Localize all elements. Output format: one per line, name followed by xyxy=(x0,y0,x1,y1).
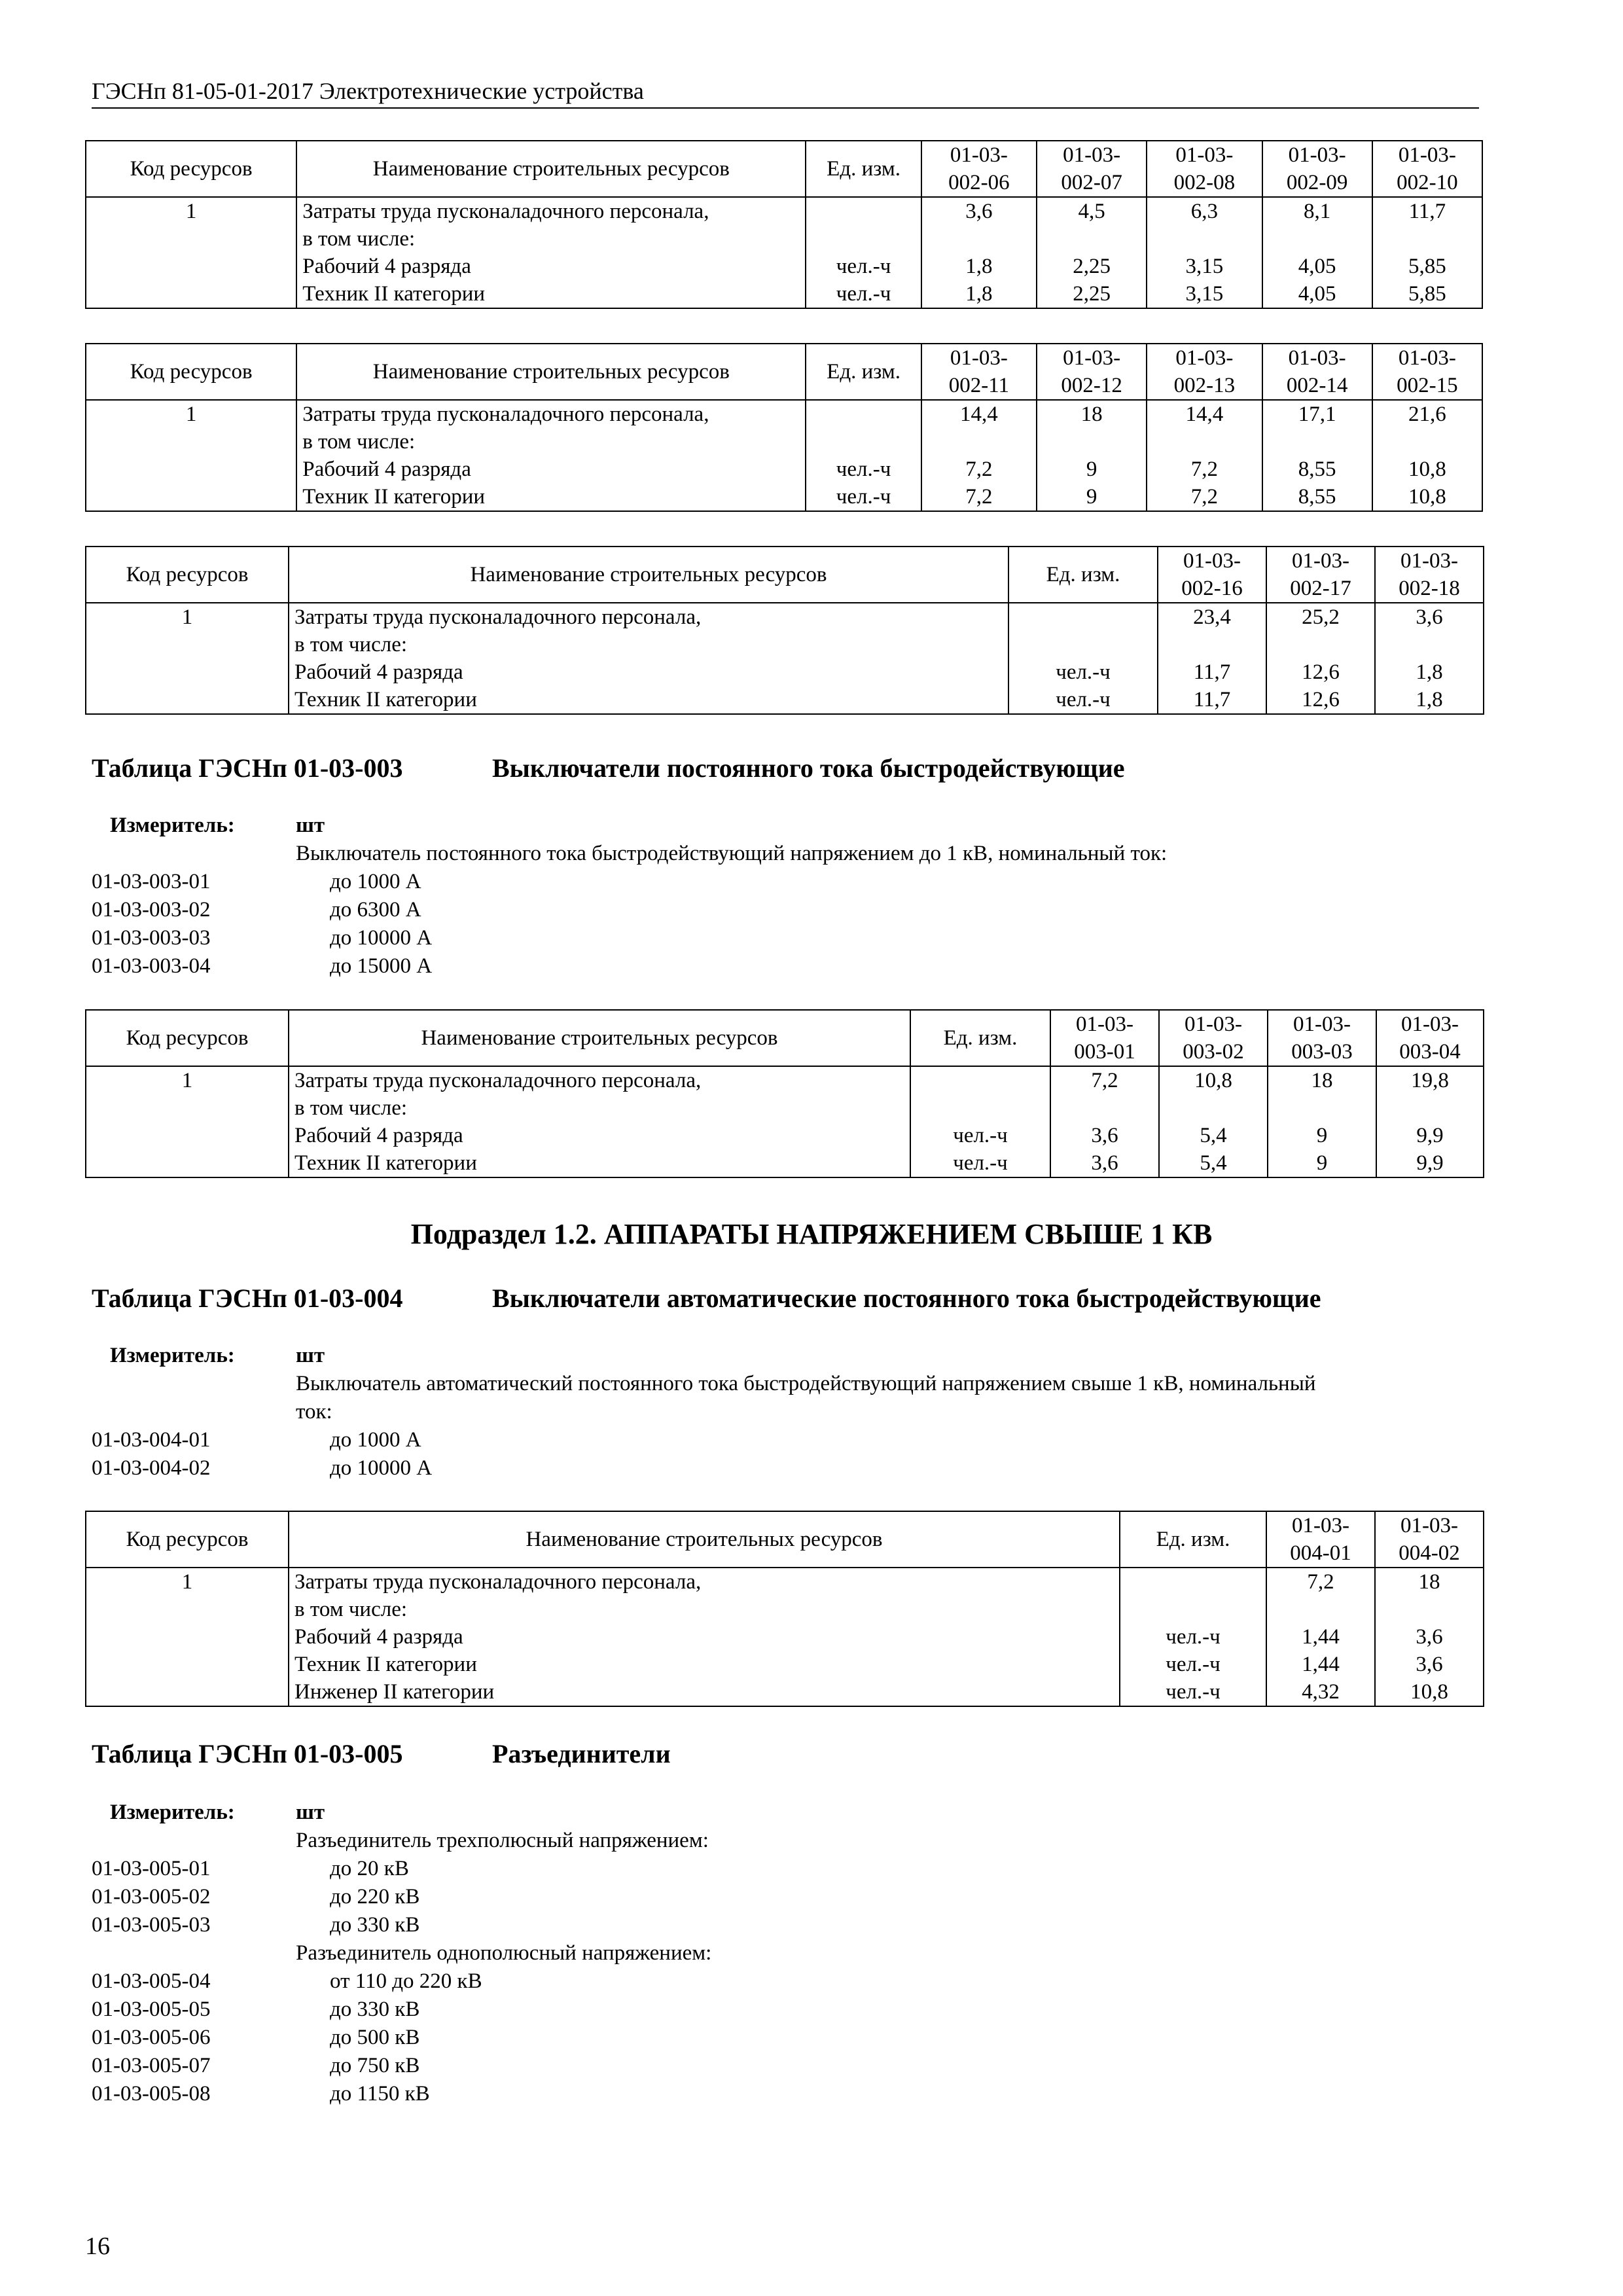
value-column: 7,2 3,6 3,6 xyxy=(1050,1066,1159,1177)
list-item: 01-03-005-05 до 330 кВ xyxy=(92,1998,420,2021)
meter-block-005 xyxy=(92,1799,1486,2108)
resource-code: 1 xyxy=(86,197,296,308)
value-column: 7,2 1,44 1,44 4,32 xyxy=(1266,1568,1375,1706)
resource-names: Затраты труда пусконаладочного персонала, в том числе: Рабочий 4 разряда Техник II категории Инженер II категории xyxy=(289,1568,1120,1706)
table-name: Выключатели автоматические постоянного тока быстродействующие xyxy=(492,1283,1321,1313)
col-header-item: 01-03- 002-12 xyxy=(1037,344,1147,400)
resource-table-002-06-10 xyxy=(85,140,1483,309)
table-title-004 xyxy=(92,1283,1321,1314)
col-header-unit: Ед. изм. xyxy=(1008,547,1158,603)
table-row xyxy=(86,400,1482,511)
col-header-item: 01-03- 002-09 xyxy=(1262,141,1372,197)
value-column: 21,6 10,8 10,8 xyxy=(1372,400,1482,511)
table-number: Таблица ГЭСНп 01-03-004 xyxy=(92,1283,403,1313)
col-header-item: 01-03- 002-15 xyxy=(1372,344,1482,400)
table-header-row xyxy=(86,1010,1484,1066)
running-header: ГЭСНп 81-05-01-2017 Электротехнические устройства xyxy=(92,77,1479,109)
meter-block-003 xyxy=(92,812,1486,980)
list-item: 01-03-005-01 до 20 кВ xyxy=(92,1857,409,1880)
page-number: 16 xyxy=(85,2233,110,2260)
list-item: 01-03-005-06 до 500 кВ xyxy=(92,2026,420,2049)
list-item: 01-03-005-02 до 220 кВ xyxy=(92,1885,420,1909)
col-header-item: 01-03- 002-18 xyxy=(1375,547,1484,603)
resource-table-003 xyxy=(85,1009,1484,1178)
value-column: 14,4 7,2 7,2 xyxy=(921,400,1037,511)
table-name: Разъединители xyxy=(492,1739,671,1768)
col-header-name: Наименование строительных ресурсов xyxy=(296,141,806,197)
list-item: 01-03-005-04 от 110 до 220 кВ xyxy=(92,1969,482,1993)
list-item: 01-03-003-02 до 6300 А xyxy=(92,898,421,922)
value-column: 18 3,6 3,6 10,8 xyxy=(1375,1568,1484,1706)
subsection-heading: Подраздел 1.2. АППАРАТЫ НАПРЯЖЕНИЕМ СВЫШЕ 1 КВ xyxy=(410,1218,1213,1250)
resource-names: Затраты труда пусконаладочного персонала, в том числе: Рабочий 4 разряда Техник II категории xyxy=(296,197,806,308)
value-column: 25,2 12,6 12,6 xyxy=(1266,603,1375,714)
table-number: Таблица ГЭСНп 01-03-003 xyxy=(92,753,403,783)
col-header-item: 01-03- 002-16 xyxy=(1158,547,1266,603)
value-column: 3,6 1,8 1,8 xyxy=(1375,603,1484,714)
table-header-row xyxy=(86,1511,1484,1568)
resource-table-004 xyxy=(85,1511,1484,1707)
resource-table-002-16-18 xyxy=(85,546,1484,715)
col-header-name: Наименование строительных ресурсов xyxy=(296,344,806,400)
table-row xyxy=(86,603,1484,714)
col-header-unit: Ед. изм. xyxy=(1120,1511,1266,1568)
value-column: 14,4 7,2 7,2 xyxy=(1147,400,1262,511)
resource-units: чел.-ч чел.-ч xyxy=(806,400,921,511)
meter-description: Выключатель автоматический постоянного тока быстродействующий напряжением свыше 1 кВ, номинальный xyxy=(296,1372,1316,1395)
table-name: Выключатели постоянного тока быстродействующие xyxy=(492,753,1125,783)
list-item: 01-03-003-03 до 10000 А xyxy=(92,926,433,950)
col-header-unit: Ед. изм. xyxy=(806,344,921,400)
value-column: 4,5 2,25 2,25 xyxy=(1037,197,1147,308)
resource-code: 1 xyxy=(86,603,289,714)
col-header-item: 01-03- 003-02 xyxy=(1159,1010,1268,1066)
value-column: 8,1 4,05 4,05 xyxy=(1262,197,1372,308)
col-header-item: 01-03- 002-13 xyxy=(1147,344,1262,400)
resource-names: Затраты труда пусконаладочного персонала, в том числе: Рабочий 4 разряда Техник II категории xyxy=(289,603,1008,714)
resource-code: 1 xyxy=(86,1568,289,1706)
resource-names: Затраты труда пусконаладочного персонала, в том числе: Рабочий 4 разряда Техник II категории xyxy=(289,1066,910,1177)
meter-description-cont: ток: xyxy=(296,1400,332,1424)
col-header-name: Наименование строительных ресурсов xyxy=(289,1010,910,1066)
col-header-item: 01-03- 003-03 xyxy=(1268,1010,1376,1066)
resource-table-002-11-15 xyxy=(85,343,1483,512)
resource-units: чел.-ч чел.-ч xyxy=(910,1066,1050,1177)
meter-description: Разъединитель трехполюсный напряжением: xyxy=(296,1829,709,1852)
list-item: 01-03-005-08 до 1150 кВ xyxy=(92,2082,430,2106)
table-header-row xyxy=(86,344,1482,400)
col-header-item: 01-03- 003-04 xyxy=(1376,1010,1484,1066)
value-column: 18 9 9 xyxy=(1037,400,1147,511)
col-header-item: 01-03- 002-07 xyxy=(1037,141,1147,197)
col-header-item: 01-03- 002-10 xyxy=(1372,141,1482,197)
meter-label: Измеритель: xyxy=(110,814,235,837)
value-column: 19,8 9,9 9,9 xyxy=(1376,1066,1484,1177)
list-item: 01-03-005-03 до 330 кВ xyxy=(92,1913,420,1937)
list-item: 01-03-003-04 до 15000 А xyxy=(92,954,433,978)
meter-label: Измеритель: xyxy=(110,1801,235,1824)
table-row xyxy=(86,1568,1484,1706)
col-header-unit: Ед. изм. xyxy=(910,1010,1050,1066)
col-header-item: 01-03- 004-01 xyxy=(1266,1511,1375,1568)
value-column: 11,7 5,85 5,85 xyxy=(1372,197,1482,308)
col-header-name: Наименование строительных ресурсов xyxy=(289,547,1008,603)
list-item: 01-03-003-01 до 1000 А xyxy=(92,870,421,893)
col-header-code: Код ресурсов xyxy=(86,1010,289,1066)
col-header-code: Код ресурсов xyxy=(86,547,289,603)
meter-label: Измеритель: xyxy=(110,1344,235,1367)
resource-code: 1 xyxy=(86,1066,289,1177)
table-number: Таблица ГЭСНп 01-03-005 xyxy=(92,1739,403,1768)
col-header-item: 01-03- 002-14 xyxy=(1262,344,1372,400)
table-header-row xyxy=(86,547,1484,603)
col-header-item: 01-03- 002-06 xyxy=(921,141,1037,197)
meter-description-2: Разъединитель однополюсный напряжением: xyxy=(296,1941,712,1965)
meter-description: Выключатель постоянного тока быстродействующий напряжением до 1 кВ, номинальный ток: xyxy=(296,842,1168,865)
col-header-name: Наименование строительных ресурсов xyxy=(289,1511,1120,1568)
value-column: 10,8 5,4 5,4 xyxy=(1159,1066,1268,1177)
col-header-item: 01-03- 002-08 xyxy=(1147,141,1262,197)
col-header-code: Код ресурсов xyxy=(86,1511,289,1568)
value-column: 17,1 8,55 8,55 xyxy=(1262,400,1372,511)
resource-code: 1 xyxy=(86,400,296,511)
resource-names: Затраты труда пусконаладочного персонала, в том числе: Рабочий 4 разряда Техник II категории xyxy=(296,400,806,511)
col-header-item: 01-03- 004-02 xyxy=(1375,1511,1484,1568)
value-column: 3,6 1,8 1,8 xyxy=(921,197,1037,308)
value-column: 6,3 3,15 3,15 xyxy=(1147,197,1262,308)
col-header-unit: Ед. изм. xyxy=(806,141,921,197)
meter-unit: шт xyxy=(296,814,325,837)
table-title-005 xyxy=(92,1738,671,1769)
value-column: 18 9 9 xyxy=(1268,1066,1376,1177)
col-header-code: Код ресурсов xyxy=(86,141,296,197)
resource-units: чел.-ч чел.-ч xyxy=(1008,603,1158,714)
table-header-row xyxy=(86,141,1482,197)
col-header-item: 01-03- 002-11 xyxy=(921,344,1037,400)
meter-unit: шт xyxy=(296,1344,325,1367)
col-header-code: Код ресурсов xyxy=(86,344,296,400)
list-item: 01-03-004-01 до 1000 А xyxy=(92,1428,421,1452)
value-column: 23,4 11,7 11,7 xyxy=(1158,603,1266,714)
meter-block-004 xyxy=(92,1342,1486,1482)
col-header-item: 01-03- 003-01 xyxy=(1050,1010,1159,1066)
table-row xyxy=(86,1066,1484,1177)
resource-units: чел.-ч чел.-ч чел.-ч xyxy=(1120,1568,1266,1706)
table-row xyxy=(86,197,1482,308)
table-title-003 xyxy=(92,753,1125,783)
col-header-item: 01-03- 002-17 xyxy=(1266,547,1375,603)
resource-units: чел.-ч чел.-ч xyxy=(806,197,921,308)
meter-unit: шт xyxy=(296,1801,325,1824)
list-item: 01-03-005-07 до 750 кВ xyxy=(92,2054,420,2077)
list-item: 01-03-004-02 до 10000 А xyxy=(92,1456,433,1480)
